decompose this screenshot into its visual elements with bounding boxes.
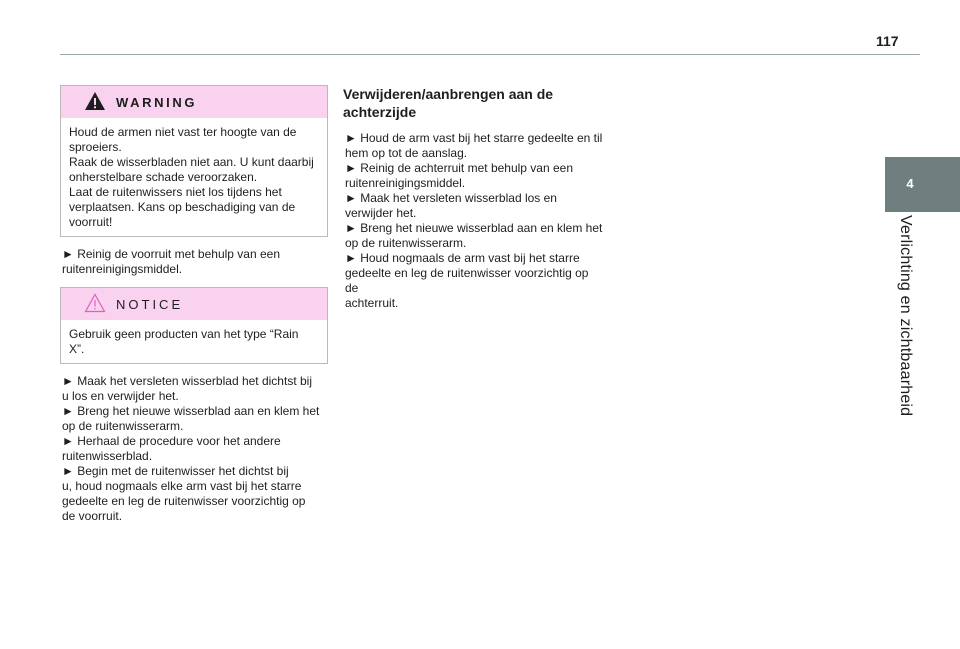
notice-text	[61, 320, 327, 363]
text-line: onherstelbare schade veroorzaken.	[69, 170, 258, 184]
chapter-tab	[885, 157, 960, 212]
warning-header	[61, 86, 327, 118]
notice-header	[61, 288, 327, 320]
text-line: sproeiers.	[69, 140, 122, 154]
text-line: voorruit!	[69, 215, 113, 229]
text-line: op de ruitenwisserarm.	[62, 419, 184, 433]
text-line: hem op tot de aanslag.	[345, 146, 468, 160]
notice-triangle-icon	[84, 293, 106, 313]
text-line: ► Houd nogmaals de arm vast bij het starre	[345, 251, 580, 265]
text-line: achterruit.	[345, 296, 399, 310]
text-line: ruitenwisserblad.	[62, 449, 153, 463]
text-line: Gebruik geen producten van het type “Rain	[69, 327, 299, 341]
text-line: ► Breng het nieuwe wisserblad aan en klem het	[62, 404, 320, 418]
page-number: 117	[876, 33, 899, 49]
text-line: verplaatsen. Kans op beschadiging van de	[69, 200, 296, 214]
notice-label: NOTICE	[116, 297, 184, 312]
middle-column	[343, 85, 605, 321]
warning-triangle-icon	[84, 91, 106, 111]
text-line: ► Reinig de achterruit met behulp van een	[345, 161, 574, 175]
left-column	[60, 85, 328, 534]
text-line: gedeelte en leg de ruitenwisser voorzichtig op	[62, 494, 306, 508]
chapter-number: 4	[906, 176, 914, 191]
text-line: op de ruitenwisserarm.	[345, 236, 467, 250]
text-line: verwijder het.	[345, 206, 417, 220]
text-line: ► Maak het versleten wisserblad het dichtst bij	[62, 374, 312, 388]
step-paragraph	[62, 247, 328, 277]
heading-line: achterzijde	[343, 104, 417, 120]
text-line: ► Breng het nieuwe wisserblad aan en klem het	[345, 221, 603, 235]
header-rule	[60, 54, 920, 55]
text-line: ► Herhaal de procedure voor het andere	[62, 434, 281, 448]
text-line: u, houd nogmaals elke arm vast bij het starre	[62, 479, 302, 493]
text-line: Raak de wisserbladen niet aan. U kunt daarbij	[69, 155, 314, 169]
steps-paragraph	[345, 131, 605, 311]
warning-box	[60, 85, 328, 237]
section-heading	[343, 85, 605, 121]
steps-paragraph	[62, 374, 328, 524]
warning-label: WARNING	[116, 95, 198, 110]
chapter-title: Verlichting en zichtbaarheid	[897, 215, 914, 417]
text-line: ruitenreinigingsmiddel.	[345, 176, 466, 190]
text-line: de voorruit.	[62, 509, 123, 523]
warning-text	[61, 118, 327, 236]
text-line: ► Maak het versleten wisserblad los en	[345, 191, 557, 205]
text-line: ruitenreinigingsmiddel.	[62, 262, 183, 276]
text-line: ► Houd de arm vast bij het starre gedeelte en til	[345, 131, 603, 145]
text-line: u los en verwijder het.	[62, 389, 179, 403]
text-line: ► Reinig de voorruit met behulp van een	[62, 247, 281, 261]
text-line: gedeelte en leg de ruitenwisser voorzichtig op de	[345, 266, 589, 295]
notice-box	[60, 287, 328, 364]
text-line: ► Begin met de ruitenwisser het dichtst bij	[62, 464, 289, 478]
heading-line: Verwijderen/aanbrengen aan de	[343, 86, 554, 102]
text-line: Houd de armen niet vast ter hoogte van de	[69, 125, 297, 139]
text-line: Laat de ruitenwissers niet los tijdens het	[69, 185, 282, 199]
text-line: X”.	[69, 342, 85, 356]
